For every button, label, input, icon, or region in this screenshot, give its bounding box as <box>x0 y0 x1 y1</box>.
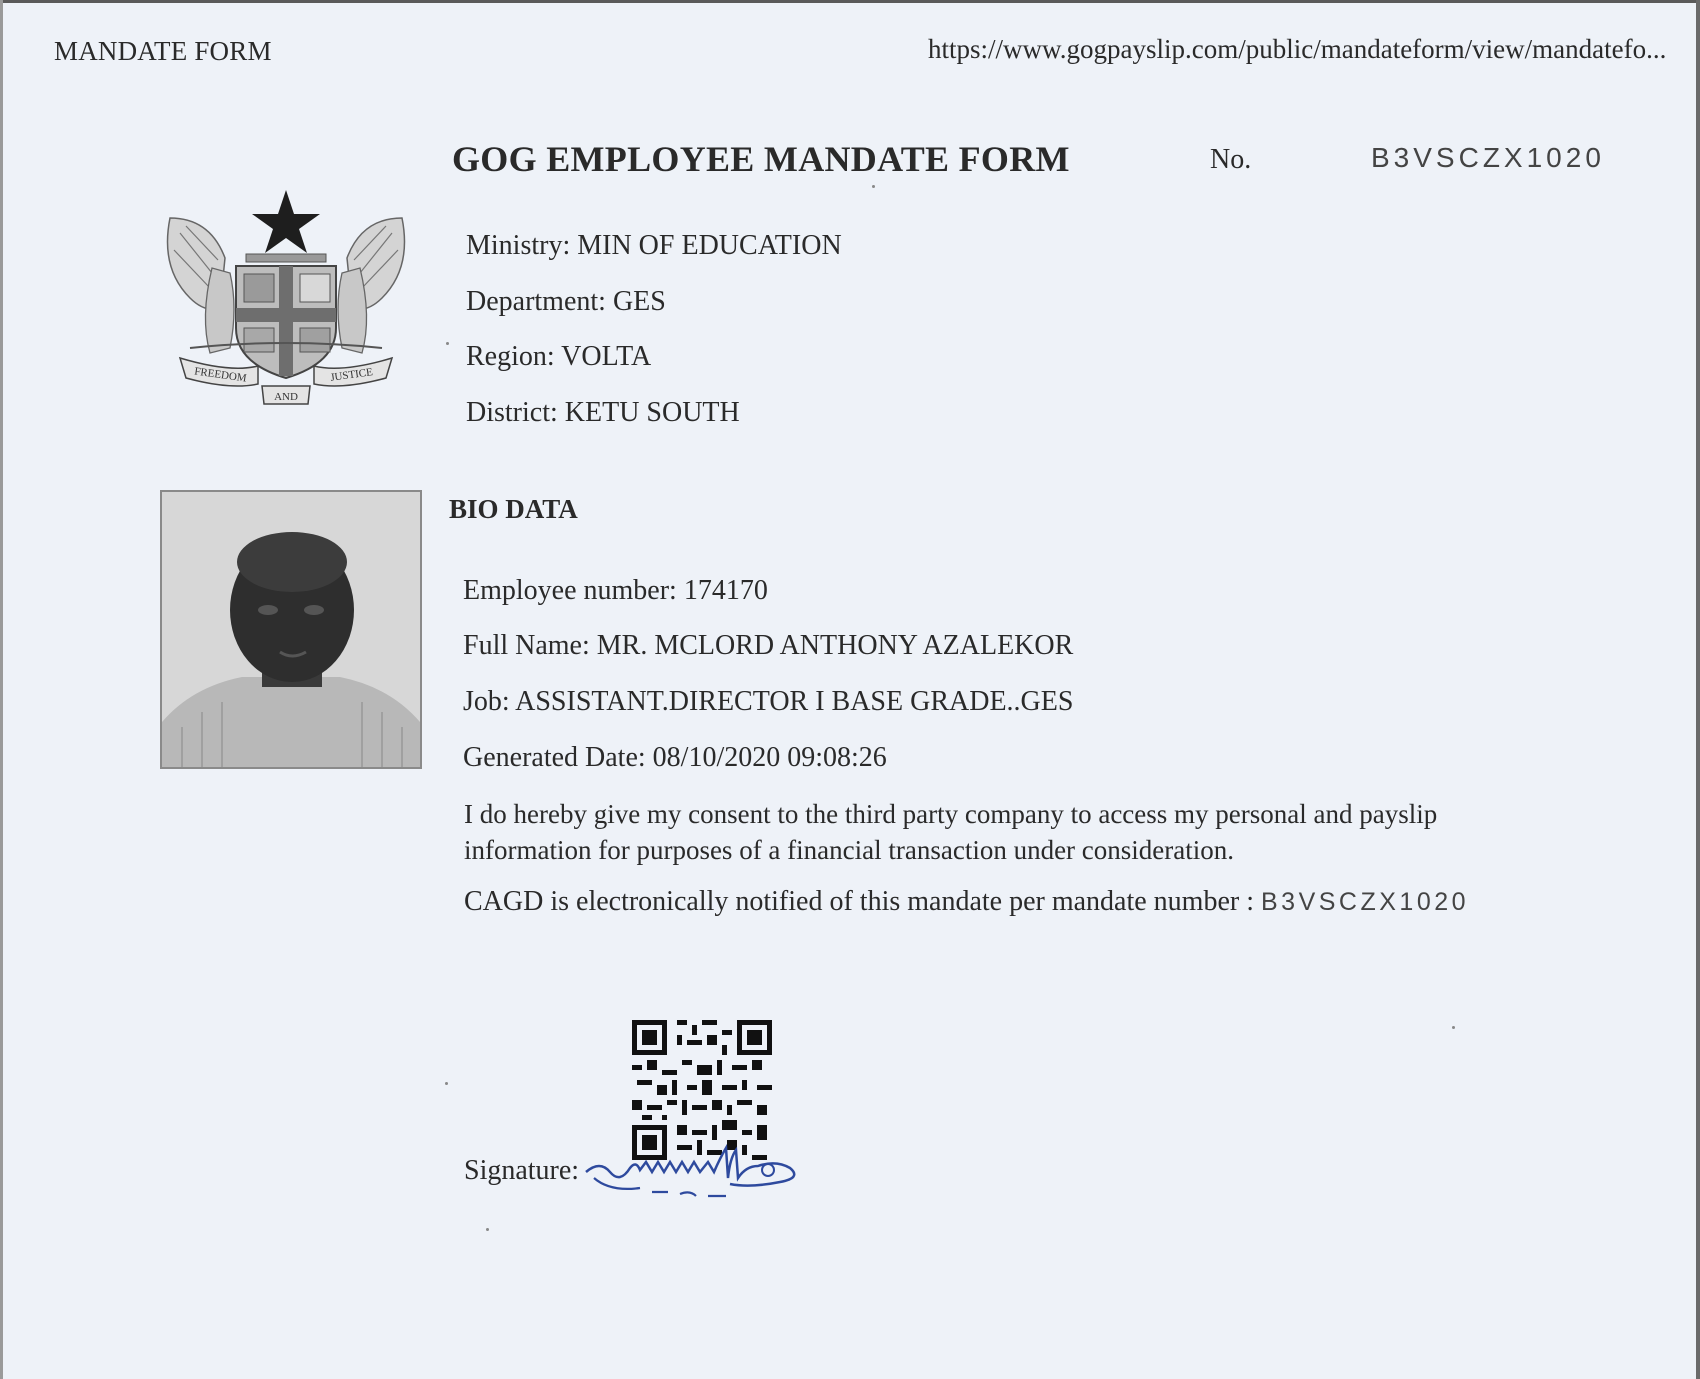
motto-and: AND <box>274 391 298 403</box>
form-title: GOG EMPLOYEE MANDATE FORM <box>452 139 1070 179</box>
form-number-label: No. <box>1210 144 1252 175</box>
motto-freedom: FREEDOM <box>193 365 248 385</box>
scan-speck <box>486 1228 489 1231</box>
consent-statement: I do hereby give my consent to the third party company to access my personal and payslip information for purposes of a financial transaction under consideration. <box>464 799 1438 865</box>
full-name-line: Full Name: MR. MCLORD ANTHONY AZALEKOR <box>463 630 1074 661</box>
district-line: District: KETU SOUTH <box>466 397 740 428</box>
department-line: Department: GES <box>466 286 666 317</box>
page-edge-right <box>1696 0 1700 1379</box>
job-line: Job: ASSISTANT.DIRECTOR I BASE GRADE..GES <box>463 686 1074 717</box>
cagd-notice-text: CAGD is electronically notified of this mandate per mandate number : <box>464 886 1261 917</box>
scan-speck <box>446 342 449 345</box>
signature-label: Signature: <box>464 1155 580 1186</box>
motto-justice: JUSTICE <box>329 366 374 384</box>
ministry-line: Ministry: MIN OF EDUCATION <box>466 230 842 261</box>
header-title: MANDATE FORM <box>54 36 272 66</box>
bio-data-heading: BIO DATA <box>449 494 578 524</box>
ghana-coat-of-arms-icon <box>150 178 422 410</box>
employee-number-line: Employee number: 174170 <box>463 575 768 606</box>
scan-speck <box>872 185 875 188</box>
scan-speck <box>445 1082 448 1085</box>
header-url: https://www.gogpayslip.com/public/mandateform/view/mandatefo... <box>928 34 1667 64</box>
signature-icon <box>580 1138 840 1208</box>
cagd-mandate-number: B3VSCZX1020 <box>1261 888 1470 916</box>
scan-speck <box>1452 1026 1455 1029</box>
employee-photo <box>160 490 422 769</box>
page-edge-top <box>0 0 1700 3</box>
cagd-notice <box>464 886 1469 918</box>
employee-photo-image <box>162 492 420 767</box>
form-number-value: B3VSCZX1020 <box>1371 142 1605 173</box>
generated-date-line: Generated Date: 08/10/2020 09:08:26 <box>463 742 887 773</box>
region-line: Region: VOLTA <box>466 341 652 372</box>
page-edge-left <box>0 0 3 1379</box>
